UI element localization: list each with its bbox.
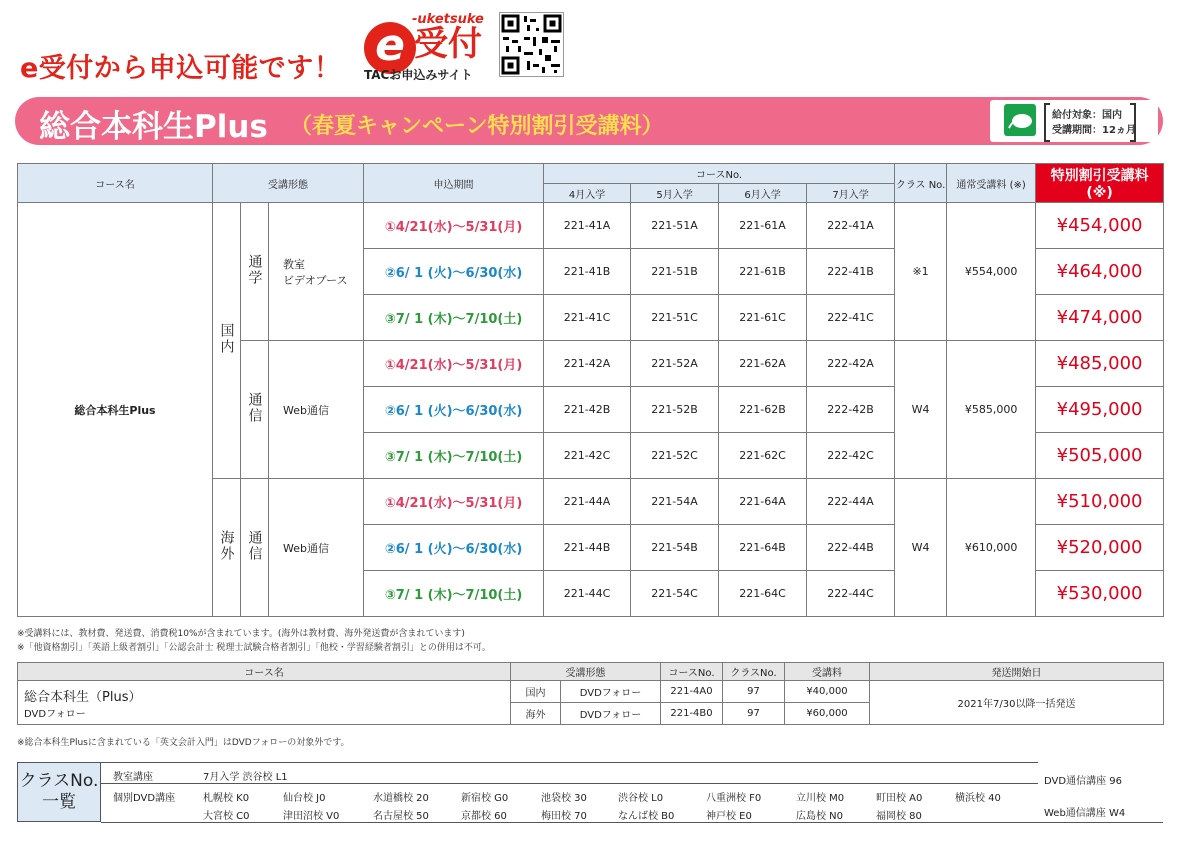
period-2: ②6/ 1 (火)～6/30(水) — [364, 387, 544, 433]
special-fee: ¥454,000 — [1036, 203, 1164, 249]
branch-code: 大宮校 C0 — [203, 811, 250, 822]
period-1: ①4/21(水)～5/31(月) — [364, 203, 544, 249]
dvd-header-no: コースNo. — [661, 663, 723, 681]
dvd-table — [17, 662, 1164, 725]
class-no: W4 — [895, 341, 947, 479]
code-cell: 221-61C — [719, 295, 807, 341]
code-cell: 222-41A — [807, 203, 895, 249]
period-1: ①4/21(水)～5/31(月) — [364, 341, 544, 387]
mode-tsushin: 通信 — [241, 479, 269, 617]
code-cell: 222-41C — [807, 295, 895, 341]
branch-code: 新宿校 G0 — [461, 793, 509, 804]
code-cell: 221-61B — [719, 249, 807, 295]
special-fee: ¥510,000 — [1036, 479, 1164, 525]
divider — [101, 762, 1038, 763]
dvd-class: 97 — [723, 703, 785, 725]
code-cell: 221-41B — [544, 249, 631, 295]
dvd-fee: ¥40,000 — [785, 681, 870, 703]
code-cell: 221-44B — [544, 525, 631, 571]
code-cell: 222-44A — [807, 479, 895, 525]
benefit-line2: 受講期間：12ヵ月 — [1052, 125, 1136, 136]
dvd-header-fee: 受講料 — [785, 663, 870, 681]
code-cell: 221-41C — [544, 295, 631, 341]
title-banner — [15, 97, 1163, 145]
dvd-ship-date: 2021年7/30以降一括発送 — [870, 681, 1164, 725]
header-period: 申込期間 — [364, 164, 544, 203]
normal-fee: ¥554,000 — [947, 203, 1036, 341]
logo-romaji: -uketsuke — [412, 12, 484, 27]
code-cell: 221-42C — [544, 433, 631, 479]
code-cell: 221-54A — [631, 479, 719, 525]
special-fee: ¥474,000 — [1036, 295, 1164, 341]
code-cell: 222-42B — [807, 387, 895, 433]
branch-code: 立川校 M0 — [796, 793, 845, 804]
branch-code: 町田校 A0 — [876, 793, 923, 804]
branch-code: なんば校 B0 — [618, 811, 675, 822]
branch-code: 八重洲校 F0 — [706, 793, 762, 804]
form-classroom: 教室 ビデオブース — [269, 203, 364, 341]
form-web: Web通信 — [269, 479, 364, 617]
code-cell: 221-62C — [719, 433, 807, 479]
normal-fee: ¥610,000 — [947, 479, 1036, 617]
course-name: 総合本科生Plus — [18, 203, 213, 617]
dvd-header-class: クラスNo. — [723, 663, 785, 681]
code-cell: 221-51C — [631, 295, 719, 341]
code-cell: 221-44C — [544, 571, 631, 617]
code-cell: 221-64B — [719, 525, 807, 571]
header-month: 4月入学 — [544, 184, 631, 203]
web-tsushin-code: Web通信講座 W4 — [1044, 808, 1126, 819]
divider — [101, 822, 1163, 823]
dvd-tsushin-code: DVD通信講座 96 — [1044, 776, 1122, 787]
qr-code-icon[interactable] — [499, 12, 564, 77]
dvd-course-name: 総合本科生（Plus） DVDフォロー — [18, 681, 511, 725]
bracket-right — [1130, 103, 1136, 142]
code-cell: 221-54C — [631, 571, 719, 617]
branch-code: 仙台校 J0 — [283, 793, 326, 804]
kobetsu-label: 個別DVD講座 — [113, 793, 176, 804]
mode-tsushin: 通信 — [241, 341, 269, 479]
logo-jp: 受付 — [414, 24, 482, 64]
code-cell: 222-42C — [807, 433, 895, 479]
class-no: ※1 — [895, 203, 947, 341]
e-uketsuke-logo[interactable] — [364, 10, 494, 80]
mode-tsugaku: 通学 — [241, 203, 269, 341]
header-form: 受講形態 — [213, 164, 364, 203]
dvd-header-ship: 発送開始日 — [870, 663, 1164, 681]
normal-fee: ¥585,000 — [947, 341, 1036, 479]
code-cell: 221-62B — [719, 387, 807, 433]
code-cell: 221-41A — [544, 203, 631, 249]
branch-code: 広島校 N0 — [796, 811, 844, 822]
header-special-fee: 特別割引受講料 (※) — [1036, 164, 1164, 203]
code-cell: 222-41B — [807, 249, 895, 295]
special-fee: ¥495,000 — [1036, 387, 1164, 433]
dvd-header-course: コース名 — [18, 663, 511, 681]
dvd-class: 97 — [723, 681, 785, 703]
period-3: ③7/ 1 (木)～7/10(土) — [364, 433, 544, 479]
code-cell: 221-51B — [631, 249, 719, 295]
header-month: 6月入学 — [719, 184, 807, 203]
special-fee: ¥530,000 — [1036, 571, 1164, 617]
dvd-fee: ¥60,000 — [785, 703, 870, 725]
code-cell: 221-44A — [544, 479, 631, 525]
code-cell: 221-42B — [544, 387, 631, 433]
logo-subtitle: TACお申込みサイト — [364, 68, 473, 82]
special-fee: ¥464,000 — [1036, 249, 1164, 295]
special-fee: ¥520,000 — [1036, 525, 1164, 571]
code-cell: 221-51A — [631, 203, 719, 249]
branch-code: 札幌校 K0 — [203, 793, 250, 804]
form-web: Web通信 — [269, 341, 364, 479]
branch-code: 京都校 60 — [461, 811, 507, 822]
note-discounts: ※「他資格割引」「英語上級者割引」「公認会計士 税理士試験合格者割引」「他校・学習経験者割引」との併用は不可。 — [17, 643, 491, 653]
banner-title: 総合本科生Plus — [39, 109, 268, 145]
dvd-region: 国内 — [511, 681, 561, 703]
dvd-no: 221-4B0 — [661, 703, 723, 725]
dvd-header-form: 受講形態 — [511, 663, 661, 681]
code-cell: 222-44C — [807, 571, 895, 617]
code-cell: 221-61A — [719, 203, 807, 249]
dvd-region: 海外 — [511, 703, 561, 725]
benefit-box — [990, 100, 1158, 142]
code-cell: 221-52A — [631, 341, 719, 387]
code-cell: 221-52C — [631, 433, 719, 479]
period-2: ②6/ 1 (火)～6/30(水) — [364, 249, 544, 295]
branch-code: 池袋校 30 — [541, 793, 587, 804]
banner-subtitle: （春夏キャンペーン特別割引受講料） — [290, 114, 664, 139]
benefit-line1: 給付対象：国内 — [1052, 110, 1122, 121]
region-domestic: 国内 — [213, 203, 241, 479]
branch-code: 名古屋校 50 — [373, 811, 429, 822]
header-course-no: コースNo. — [544, 164, 895, 184]
header-class-no: クラス No. — [895, 164, 947, 203]
class-no: W4 — [895, 479, 947, 617]
note-fees: ※受講料には、教材費、発送費、消費税10%が含まれています。(海外は教材費、海外発送費が含まれています) — [17, 629, 465, 639]
branch-code: 神戸校 E0 — [706, 811, 752, 822]
dvd-no: 221-4A0 — [661, 681, 723, 703]
dvd-form: DVDフォロー — [561, 681, 661, 703]
promo-text: e受付から申込可能です！ — [20, 53, 342, 84]
kyoshitsu-label: 教室講座 — [113, 772, 153, 783]
divider — [101, 783, 1038, 784]
benefit-icon — [1004, 104, 1036, 136]
dvd-form: DVDフォロー — [561, 703, 661, 725]
logo-e: e — [364, 22, 416, 74]
kyoshitsu-value: 7月入学 渋谷校 L1 — [203, 772, 288, 783]
header-course: コース名 — [18, 164, 213, 203]
code-cell: 221-64C — [719, 571, 807, 617]
period-2: ②6/ 1 (火)～6/30(水) — [364, 525, 544, 571]
period-3: ③7/ 1 (木)～7/10(土) — [364, 571, 544, 617]
header-normal-fee: 通常受講料 (※) — [947, 164, 1036, 203]
code-cell: 222-42A — [807, 341, 895, 387]
header-month: 5月入学 — [631, 184, 719, 203]
bracket-left — [1044, 103, 1050, 142]
region-overseas: 海外 — [213, 479, 241, 617]
header-month: 7月入学 — [807, 184, 895, 203]
branch-code: 梅田校 70 — [541, 811, 587, 822]
special-fee: ¥505,000 — [1036, 433, 1164, 479]
code-cell: 222-44B — [807, 525, 895, 571]
code-cell: 221-62A — [719, 341, 807, 387]
fee-table — [17, 163, 1164, 617]
branch-code: 横浜校 40 — [955, 793, 1001, 804]
branch-code: 水道橋校 20 — [373, 793, 429, 804]
code-cell: 221-64A — [719, 479, 807, 525]
code-cell: 221-52B — [631, 387, 719, 433]
special-fee: ¥485,000 — [1036, 341, 1164, 387]
branch-code: 津田沼校 V0 — [283, 811, 340, 822]
branch-code: 福岡校 80 — [876, 811, 922, 822]
period-3: ③7/ 1 (木)～7/10(土) — [364, 295, 544, 341]
code-cell: 221-42A — [544, 341, 631, 387]
code-cell: 221-54B — [631, 525, 719, 571]
branch-code: 渋谷校 L0 — [618, 793, 664, 804]
period-1: ①4/21(水)～5/31(月) — [364, 479, 544, 525]
note-dvd: ※総合本科生Plusに含まれている「英文会計入門」はDVDフォローの対象外です。 — [17, 738, 350, 748]
class-list-title: クラスNo. 一覧 — [17, 762, 101, 822]
